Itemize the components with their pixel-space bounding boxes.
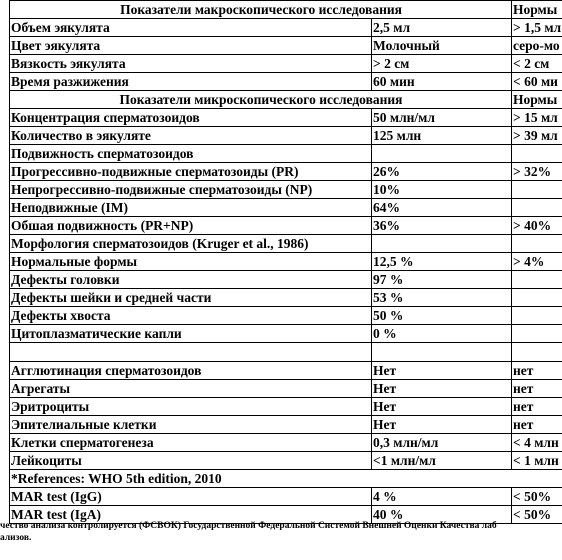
row-value: 53 % bbox=[372, 289, 512, 307]
row-norm bbox=[512, 145, 562, 163]
row-value: Нет bbox=[372, 362, 512, 380]
row-norm bbox=[512, 307, 562, 325]
table-row bbox=[10, 73, 562, 91]
row-norm: серо-мо bbox=[512, 37, 562, 55]
row-norm bbox=[512, 235, 562, 253]
macro-header-row bbox=[10, 1, 562, 19]
row-value: 4 % bbox=[372, 488, 512, 506]
row-norm: > 15 мл bbox=[512, 109, 562, 127]
row-norm: > 32% bbox=[512, 163, 562, 181]
row-label: Агрегаты bbox=[10, 380, 372, 398]
row-label: Клетки сперматогенеза bbox=[10, 434, 372, 452]
row-label: Количество в эякуляте bbox=[10, 127, 372, 145]
table-row bbox=[10, 434, 562, 452]
row-value bbox=[372, 145, 512, 163]
footer-note bbox=[0, 520, 562, 544]
row-value: 60 мин bbox=[372, 73, 512, 91]
row-label: Неподвижные (IM) bbox=[10, 199, 372, 217]
row-value: Нет bbox=[372, 416, 512, 434]
row-norm: > 39 мл bbox=[512, 127, 562, 145]
table-row bbox=[10, 19, 562, 37]
blank-row bbox=[10, 343, 562, 362]
row-norm: нет bbox=[512, 380, 562, 398]
table-row bbox=[10, 271, 562, 289]
row-value: 12,5 % bbox=[372, 253, 512, 271]
row-norm: нет bbox=[512, 416, 562, 434]
row-value: Молочный bbox=[372, 37, 512, 55]
row-label: Непрогрессивно-подвижные сперматозоиды (NP) bbox=[10, 181, 372, 199]
row-value: 50 млн/мл bbox=[372, 109, 512, 127]
row-value: Нет bbox=[372, 380, 512, 398]
row-value: 64% bbox=[372, 199, 512, 217]
micro-section-title: Показатели микроскопического исследования bbox=[10, 91, 512, 109]
row-norm: < 4 млн bbox=[512, 434, 562, 452]
table-row bbox=[10, 452, 562, 470]
row-value: 97 % bbox=[372, 271, 512, 289]
norm-column-header: Нормы bbox=[512, 1, 562, 19]
row-value bbox=[372, 235, 512, 253]
table-row bbox=[10, 145, 562, 163]
row-label: MAR test (IgA) bbox=[10, 506, 372, 524]
table-row bbox=[10, 235, 562, 253]
row-value: 0,3 млн/мл bbox=[372, 434, 512, 452]
row-label: Дефекты шейки и средней части bbox=[10, 289, 372, 307]
row-norm: < 50% bbox=[512, 488, 562, 506]
table-row bbox=[10, 380, 562, 398]
norm-column-header: Нормы bbox=[512, 91, 562, 109]
row-label: Морфология сперматозоидов (Kruger et al., 1986) bbox=[10, 235, 372, 253]
row-label: Подвижность сперматозоидов bbox=[10, 145, 372, 163]
row-norm bbox=[512, 271, 562, 289]
row-norm: < 2 см bbox=[512, 55, 562, 73]
row-label: MAR test (IgG) bbox=[10, 488, 372, 506]
row-label: Концентрация сперматозоидов bbox=[10, 109, 372, 127]
row-label: Прогрессивно-подвижные сперматозоиды (PR) bbox=[10, 163, 372, 181]
row-label: Эритроциты bbox=[10, 398, 372, 416]
row-value: 40 % bbox=[372, 506, 512, 524]
row-norm bbox=[512, 199, 562, 217]
row-label: Лейкоциты bbox=[10, 452, 372, 470]
row-norm bbox=[512, 325, 562, 343]
row-norm: > 1,5 мл bbox=[512, 19, 562, 37]
footer-line: чество анализа контролируется (ФСВОК) Государственной Федеральной Системой Внешней Оценки Качества лаб bbox=[0, 521, 497, 531]
row-norm: < 60 ми bbox=[512, 73, 562, 91]
row-norm: > 4% bbox=[512, 253, 562, 271]
table-row bbox=[10, 289, 562, 307]
row-label: Дефекты головки bbox=[10, 271, 372, 289]
micro-header-row bbox=[10, 91, 562, 109]
table-row bbox=[10, 109, 562, 127]
row-label: Дефекты хвоста bbox=[10, 307, 372, 325]
row-value: 36% bbox=[372, 217, 512, 235]
table-row bbox=[10, 362, 562, 380]
table-row bbox=[10, 37, 562, 55]
table-row bbox=[10, 217, 562, 235]
table-row bbox=[10, 181, 562, 199]
row-label: Цвет эякулята bbox=[10, 37, 372, 55]
row-label: Агглютинация сперматозоидов bbox=[10, 362, 372, 380]
row-norm: > 40% bbox=[512, 217, 562, 235]
table-row bbox=[10, 416, 562, 434]
row-norm bbox=[512, 289, 562, 307]
footer-line: ализов. bbox=[0, 533, 32, 543]
row-norm: нет bbox=[512, 398, 562, 416]
row-label: Эпителиальные клетки bbox=[10, 416, 372, 434]
row-norm: нет bbox=[512, 362, 562, 380]
row-value: > 2 см bbox=[372, 55, 512, 73]
row-norm: < 50% bbox=[512, 506, 562, 524]
row-label: Обшая подвижность (PR+NP) bbox=[10, 217, 372, 235]
table-row bbox=[10, 127, 562, 145]
row-value: 125 млн bbox=[372, 127, 512, 145]
row-value: <1 млн/мл bbox=[372, 452, 512, 470]
row-value: 0 % bbox=[372, 325, 512, 343]
table-row bbox=[10, 163, 562, 181]
table-row bbox=[10, 488, 562, 506]
table-row bbox=[10, 325, 562, 343]
table-row bbox=[10, 253, 562, 271]
row-value: 26% bbox=[372, 163, 512, 181]
table-row bbox=[10, 307, 562, 325]
row-label: Цитоплазматические капли bbox=[10, 325, 372, 343]
table-row bbox=[10, 398, 562, 416]
row-value: 10% bbox=[372, 181, 512, 199]
references-note: *References: WHO 5th edition, 2010 bbox=[10, 470, 562, 488]
row-label: Нормальные формы bbox=[10, 253, 372, 271]
references-row bbox=[10, 470, 562, 488]
macro-section-title: Показатели макроскопического исследования bbox=[10, 1, 512, 19]
row-norm bbox=[512, 181, 562, 199]
row-label: Объем эякулята bbox=[10, 19, 372, 37]
table-row bbox=[10, 199, 562, 217]
row-value: Нет bbox=[372, 398, 512, 416]
row-value: 2,5 мл bbox=[372, 19, 512, 37]
results-table bbox=[9, 0, 562, 524]
row-label: Вязкость эякулята bbox=[10, 55, 372, 73]
row-label: Время разжижения bbox=[10, 73, 372, 91]
table-row bbox=[10, 55, 562, 73]
row-value: 50 % bbox=[372, 307, 512, 325]
row-norm: < 1 млн bbox=[512, 452, 562, 470]
